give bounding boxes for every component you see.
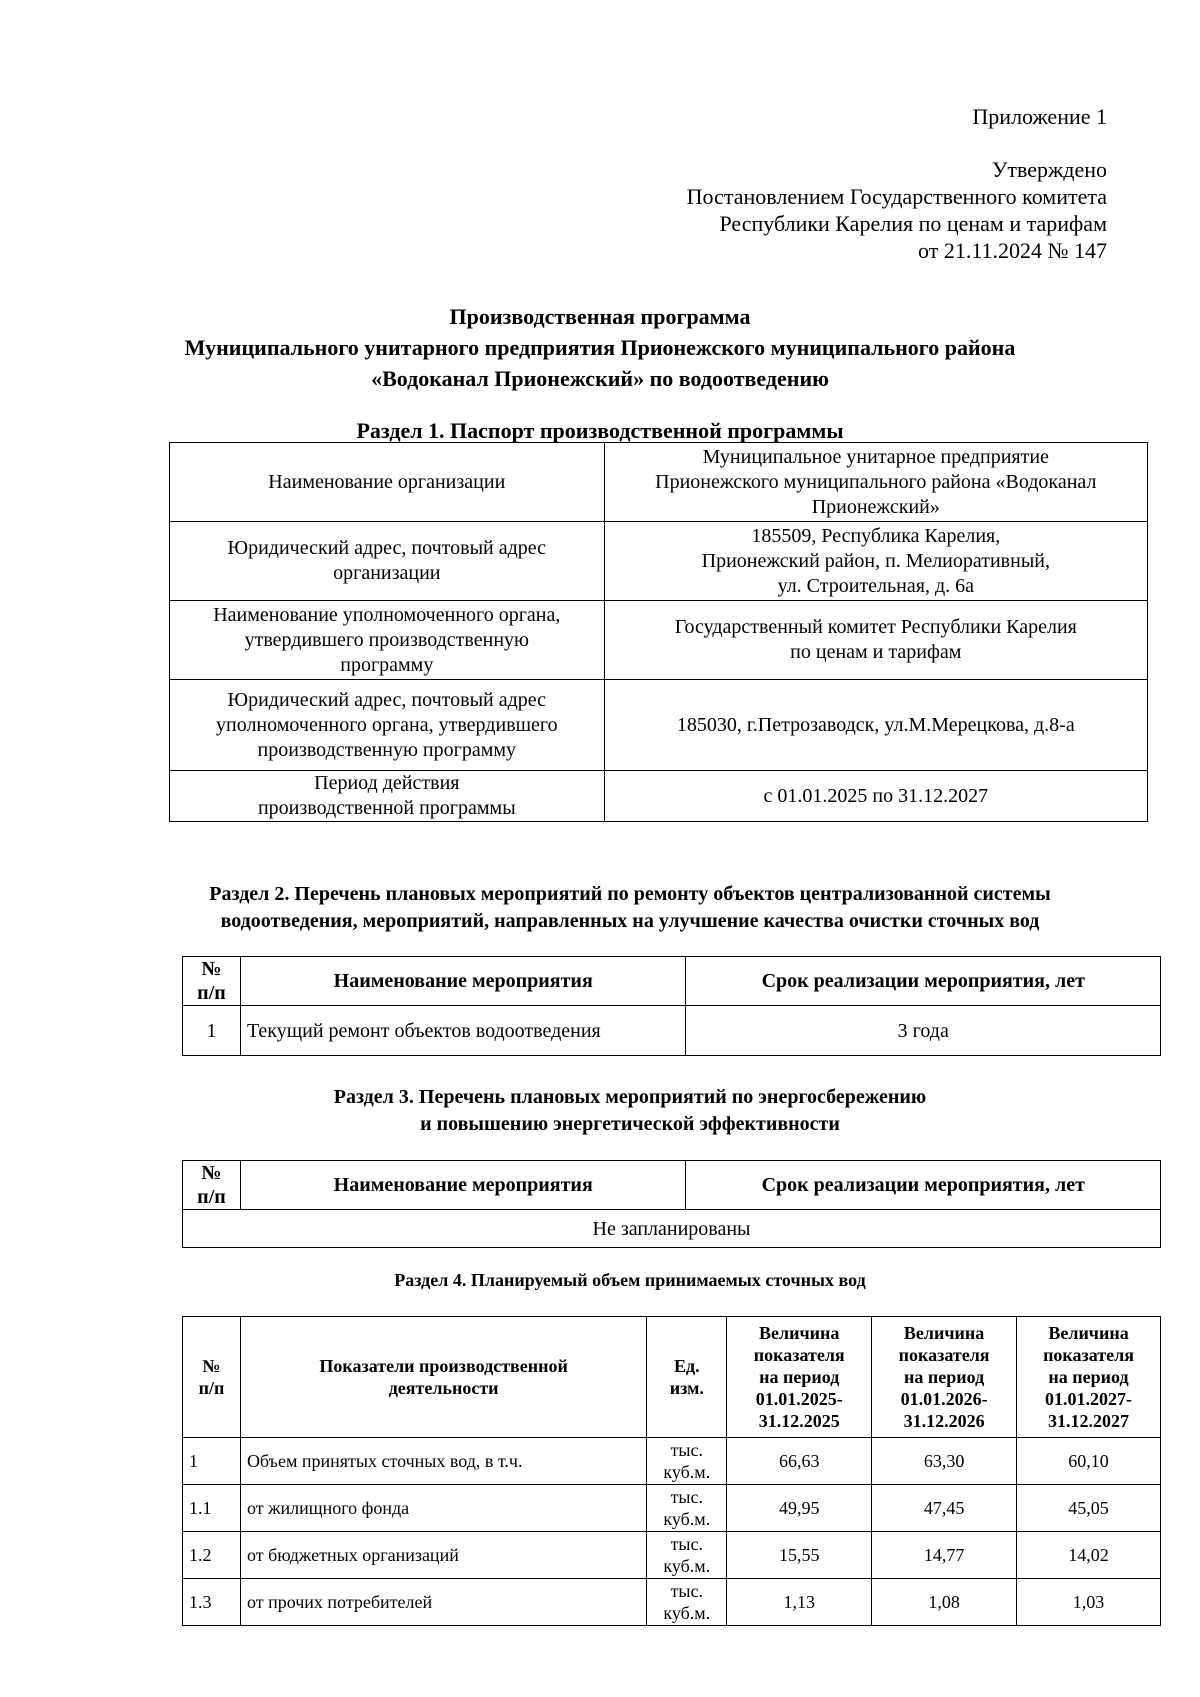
row-value-2027: 14,02 (1017, 1532, 1161, 1579)
row-unit: тыс. куб.м. (647, 1438, 727, 1485)
col-name-header: Наименование мероприятия (240, 1161, 686, 1210)
section3-heading: Раздел 3. Перечень плановых мероприятий по энергосбережению и повышению энергетической эффективности (333, 1086, 927, 1135)
table-row (183, 1210, 1161, 1248)
row-num: 1 (183, 1006, 241, 1056)
row-num: 1.2 (183, 1532, 241, 1579)
row-value-2026: 14,77 (872, 1532, 1017, 1579)
wastewater-volume-table (182, 1316, 1161, 1626)
row-value-2025: 1,13 (727, 1579, 872, 1626)
passport-label: Наименование уполномоченного органа, утвердившего производственную программу (170, 601, 605, 680)
table-row (183, 1579, 1161, 1626)
appendix-label: Приложение 1 (972, 104, 1107, 129)
empty-message: Не запланированы (183, 1210, 1161, 1248)
title-line: «Водоканал Прионежский» по водоотведению (371, 366, 829, 391)
row-name: Объем принятых сточных вод, в т.ч. (240, 1438, 646, 1485)
row-term: 3 года (686, 1006, 1161, 1056)
document-title (150, 301, 1050, 394)
passport-value: 185030, г.Петрозаводск, ул.М.Мерецкова, д.8-а (604, 680, 1147, 771)
section2-heading: Раздел 2. Перечень плановых мероприятий по ремонту объектов централизованной системы водоотведения, мероприятий, направленных на улучшение качества очистки сточных вод (209, 883, 1051, 932)
table-row (170, 771, 1148, 822)
row-value-2027: 45,05 (1017, 1485, 1161, 1532)
col-unit-header: Ед. изм. (647, 1317, 727, 1438)
passport-value: Государственный комитет Республики Карелия по ценам и тарифам (604, 601, 1147, 680)
table-row (170, 443, 1148, 522)
col-period-2027-header: Величина показателя на период 01.01.2027- 31.12.2027 (1017, 1317, 1161, 1438)
row-name: от жилищного фонда (240, 1485, 646, 1532)
title-line: Производственная программа (449, 304, 751, 329)
table-row (183, 1438, 1161, 1485)
energy-measures-table (182, 1160, 1161, 1248)
passport-label: Юридический адрес, почтовый адрес организации (170, 522, 605, 601)
col-period-2026-header: Величина показателя на период 01.01.2026- 31.12.2026 (872, 1317, 1017, 1438)
passport-label: Юридический адрес, почтовый адрес уполномоченного органа, утвердившего производственную программу (170, 680, 605, 771)
section4-heading: Раздел 4. Планируемый объем принимаемых сточных вод (394, 1270, 866, 1290)
col-term-header: Срок реализации мероприятия, лет (686, 1161, 1161, 1210)
repair-measures-table (182, 956, 1161, 1056)
table-row (170, 680, 1148, 771)
approval-line: Постановлением Государственного комитета (686, 184, 1107, 209)
row-num: 1 (183, 1438, 241, 1485)
table-row (170, 601, 1148, 680)
col-term-header: Срок реализации мероприятия, лет (686, 957, 1161, 1006)
passport-label: Период действия производственной программы (170, 771, 605, 822)
col-num-header: № п/п (183, 1161, 241, 1210)
col-period-2025-header: Величина показателя на период 01.01.2025- 31.12.2025 (727, 1317, 872, 1438)
row-value-2026: 1,08 (872, 1579, 1017, 1626)
passport-value: Муниципальное унитарное предприятие Прионежского муниципального района «Водоканал Прионежский» (604, 443, 1147, 522)
table-header-row (183, 957, 1161, 1006)
passport-value: 185509, Республика Карелия, Прионежский район, п. Мелиоративный, ул. Строительная, д. 6а (604, 522, 1147, 601)
table-row (183, 1485, 1161, 1532)
table-row (170, 522, 1148, 601)
row-unit: тыс. куб.м. (647, 1579, 727, 1626)
row-num: 1.3 (183, 1579, 241, 1626)
approval-block (500, 156, 1107, 264)
approval-line: Республики Карелия по ценам и тарифам (719, 211, 1107, 236)
col-num-header: № п/п (183, 1317, 241, 1438)
approval-line: от 21.11.2024 № 147 (918, 238, 1107, 263)
row-num: 1.1 (183, 1485, 241, 1532)
passport-value: с 01.01.2025 по 31.12.2027 (604, 771, 1147, 822)
row-value-2027: 1,03 (1017, 1579, 1161, 1626)
table-header-row (183, 1317, 1161, 1438)
approval-line: Утверждено (991, 157, 1107, 182)
col-indicator-header: Показатели производственной деятельности (240, 1317, 646, 1438)
col-name-header: Наименование мероприятия (240, 957, 686, 1006)
row-name: от прочих потребителей (240, 1579, 646, 1626)
table-row (183, 1006, 1161, 1056)
row-value-2026: 47,45 (872, 1485, 1017, 1532)
passport-label: Наименование организации (170, 443, 605, 522)
table-row (183, 1532, 1161, 1579)
row-value-2025: 49,95 (727, 1485, 872, 1532)
row-value-2026: 63,30 (872, 1438, 1017, 1485)
row-name: Текущий ремонт объектов водоотведения (240, 1006, 686, 1056)
row-name: от бюджетных организаций (240, 1532, 646, 1579)
col-num-header: № п/п (183, 957, 241, 1006)
section1-heading: Раздел 1. Паспорт производственной программы (356, 418, 844, 443)
row-unit: тыс. куб.м. (647, 1532, 727, 1579)
title-line: Муниципального унитарного предприятия Прионежского муниципального района (184, 335, 1016, 360)
row-unit: тыс. куб.м. (647, 1485, 727, 1532)
passport-table (169, 442, 1148, 822)
row-value-2025: 66,63 (727, 1438, 872, 1485)
row-value-2027: 60,10 (1017, 1438, 1161, 1485)
table-header-row (183, 1161, 1161, 1210)
row-value-2025: 15,55 (727, 1532, 872, 1579)
